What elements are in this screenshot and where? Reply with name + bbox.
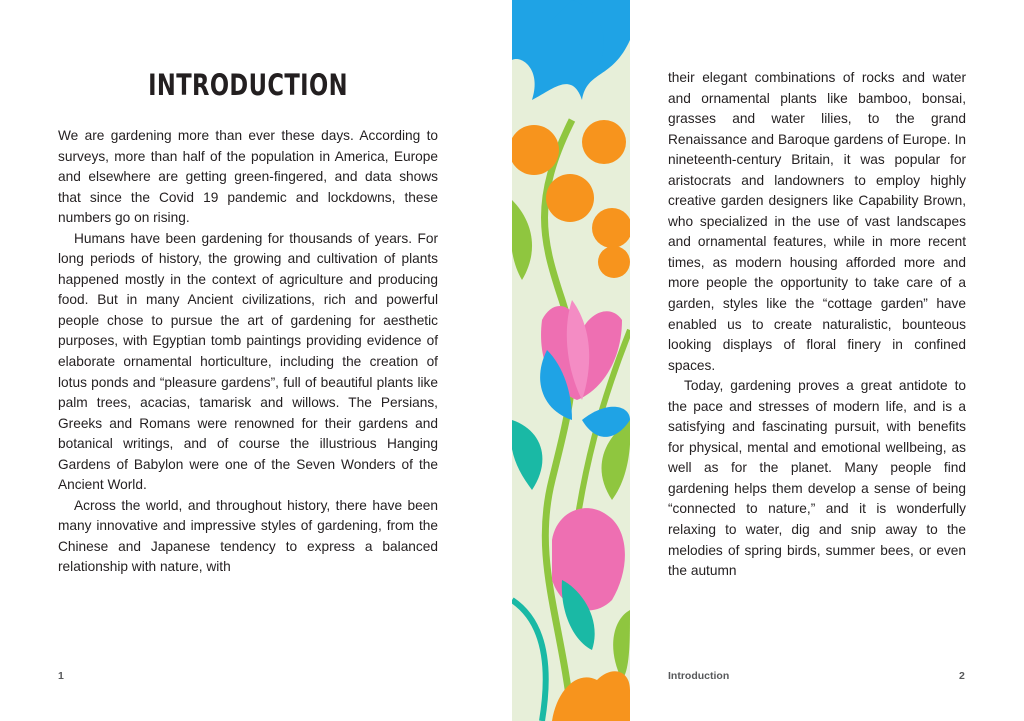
right-body-text	[668, 68, 966, 582]
page-number-left: 1	[58, 670, 64, 682]
page-number-right: 2	[959, 670, 965, 682]
left-body-text	[58, 126, 438, 578]
paragraph: their elegant combinations of rocks and water and ornamental plants like bamboo, bonsai, grasses and water lilies, to the grand Renaissance and Baroque gardens of Europe. In nineteenth-century Britain, it was popular for aristocrats and landowners to employ highly creative garden designers like Capability Brown, who specialized in the use of vast landscapes and ornamental features, while in more recent times, as modern housing afforded more and more people the opportunity to take care of a garden, styles like the “cottage garden” have enabled us to create naturalistic, bounteous looking displays of floral finery in confined spaces.	[668, 70, 966, 373]
orange-berry	[598, 246, 630, 278]
paragraph: Across the world, and throughout history, there have been many innovative and impressive styles of gardening, from the Chinese and Japanese tendency to express a balanced relationship with nature, with	[58, 497, 438, 575]
right-page	[630, 0, 1024, 721]
paragraph: We are gardening more than ever these days. According to surveys, more than half of the population in America, Europe and elsewhere are getting green-fingered, and data shows that since the Covid 19 pandemic and lockdowns, these numbers go on rising.	[58, 128, 438, 226]
running-head: Introduction	[668, 670, 730, 682]
floral-illustration	[512, 0, 630, 721]
orange-berry	[582, 120, 626, 164]
chapter-title: INTRODUCTION	[148, 68, 348, 102]
paragraph: Humans have been gardening for thousands of years. For long periods of history, the growing and cultivation of plants happened mostly in the context of agriculture and producing food. But in many Ancient civilizations, rich and powerful people chose to pursue the art of gardening for aesthetic purposes, with Egyptian tomb paintings providing evidence of elaborate ornamental horticulture, including the creation of lotus ponds and “pleasure gardens”, full of beautiful plants like palm trees, acacias, tamarisk and willows. The Persians, Greeks and Romans were renowned for their gardens and botanical writings, and of course the illustrious Hanging Gardens of Babylon were one of the Seven Wonders of the Ancient World.	[58, 230, 438, 493]
orange-berry	[546, 174, 594, 222]
paragraph: Today, gardening proves a great antidote to the pace and stresses of modern life, and is a satisfying and fascinating pursuit, with benefits for physical, mental and emotional wellbeing, as well as for the planet. Many people find gardening helps them develop a sense of being “connected to nature,” and it is wonderfully relaxing to water, dig and snip away to the melodies of spring birds, summer bees, or even the autumn	[668, 378, 966, 579]
